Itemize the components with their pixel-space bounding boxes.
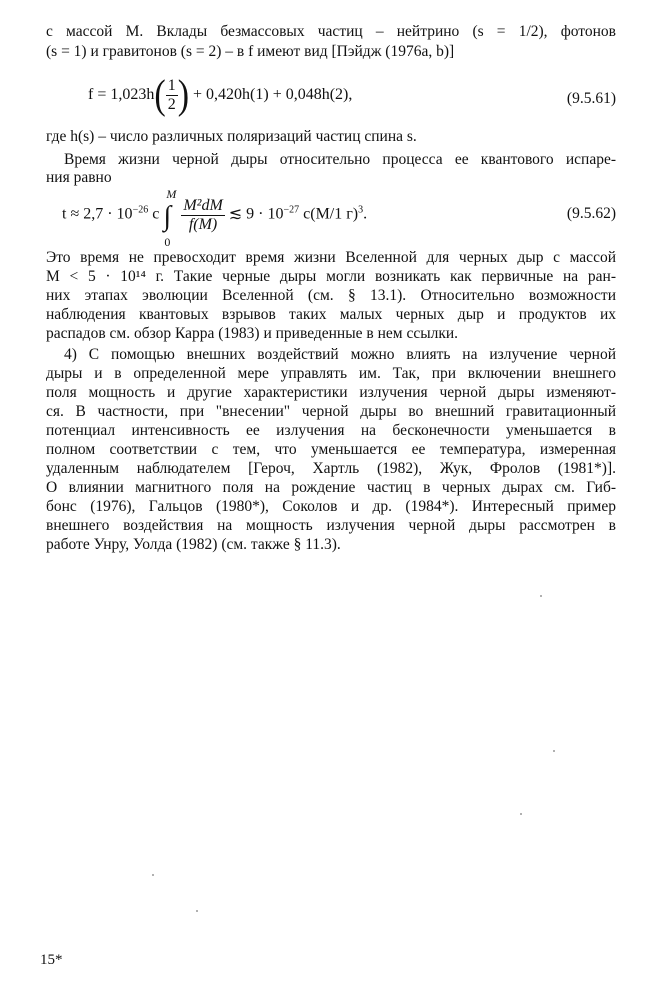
para2-line-1: Время жизни черной дыры относительно процесса ее квантового испаре- (64, 151, 616, 168)
equation-number-2: (9.5.62) (566, 205, 616, 222)
eq2-frac-den: f(M) (188, 215, 218, 233)
para4-line-1: 4) С помощью внешних воздействий можно влиять на излучение черной (64, 346, 616, 363)
integral-upper-limit: M (166, 187, 177, 201)
equation-number-1: (9.5.61) (566, 90, 616, 107)
scan-speck (553, 750, 555, 752)
para4-line-2: дыры и в определенной мере управлять им. Так, при включении внешнего (46, 365, 616, 382)
eq2-rhs-c: . (363, 205, 368, 223)
text-line-1: с массой M. Вклады безмассовых частиц – нейтрино (s = 1/2), фотонов (46, 23, 616, 40)
para3-line-3: них этапах эволюции Вселенной (см. § 13.1). Относительно возможности (46, 287, 616, 304)
equation-9-5-62 (62, 187, 368, 249)
eq2-exp2: −27 (283, 204, 300, 216)
eq1-lhs: f = 1,023h (88, 86, 155, 104)
para3-line-1: Это время не превосходит время жизни Вселенной для черных дыр с массой (46, 249, 616, 266)
eq1-left-paren: ( (154, 72, 166, 118)
para4-line-6: полном соответствии с тем, что уменьшается ее температура, измеренная (46, 441, 616, 458)
para4-line-4: ся. В частности, при "внесении" черной дыры во внешний гравитационный (46, 403, 616, 420)
integral-sign: M ∫ 0 (163, 187, 177, 249)
page-number: 15* (40, 952, 63, 968)
eq2-exp3: 3 (358, 204, 364, 216)
eq2-frac-num: M²dM (183, 196, 223, 214)
para4-line-9: бонс (1976), Гальцов (1980*), Соколов и др. (1984*). Интересный пример (46, 498, 616, 515)
eq1-fraction (166, 77, 178, 114)
para3-line-2: M < 5 · 10¹⁴ г. Такие черные дыры могли возникать как первичные на ран- (46, 268, 616, 285)
eq2-rhs-b: c(M/1 г) (303, 205, 359, 223)
eq1-right-paren: ) (177, 72, 190, 118)
para4-line-10: внешнего воздействия на мощность излучения черной дыры рассмотрен в (46, 517, 616, 534)
eq2-exp1: −26 (132, 204, 149, 216)
eq1-frac-den: 2 (167, 96, 176, 113)
integral-lower-limit: 0 (164, 235, 171, 249)
eq2-rhs-a: ≲ 9 · 10 (228, 205, 284, 223)
para4-line-5: потенциал интенсивность ее излучения на бесконечности уменьшается в (46, 422, 616, 439)
para4-line-3: поля мощность и другие характеристики излучения черной дыры изменяют- (46, 384, 616, 401)
para4-line-8: О влиянии магнитного поля на рождение частиц в черных дырах см. Гиб- (46, 479, 616, 496)
eq2-fraction (181, 197, 224, 234)
scan-speck (152, 874, 154, 876)
para3-line-4: наблюдения квантовых взрывов таких малых черных дыр и продуктов их (46, 306, 616, 323)
para3-line-5: распадов см. обзор Карра (1983) и приведенные в нем ссылки. (46, 325, 459, 342)
scan-speck (196, 910, 198, 912)
text-line-2: (s = 1) и гравитонов (s = 2) – в f имеют вид [Пэйдж (1976a, b)] (46, 43, 455, 60)
para4-line-7: удаленным наблюдателем [Героч, Хартль (1982), Жук, Фролов (1981*)]. (46, 460, 616, 477)
eq1-frac-num: 1 (167, 77, 176, 94)
eq2-lhs: t ≈ 2,7 · 10 (62, 205, 133, 223)
para4-line-11: работе Унру, Уолда (1982) (см. также § 11.3). (46, 536, 341, 553)
equation-9-5-61 (88, 72, 353, 118)
eq1-rhs: + 0,420h(1) + 0,048h(2), (193, 86, 353, 104)
scan-speck (520, 813, 522, 815)
scan-speck (540, 595, 542, 597)
eq2-mid: c (152, 205, 160, 223)
text-line-after-eq1: где h(s) – число различных поляризаций частиц спина s. (46, 128, 417, 145)
para2-line-2: ния равно (46, 169, 112, 186)
